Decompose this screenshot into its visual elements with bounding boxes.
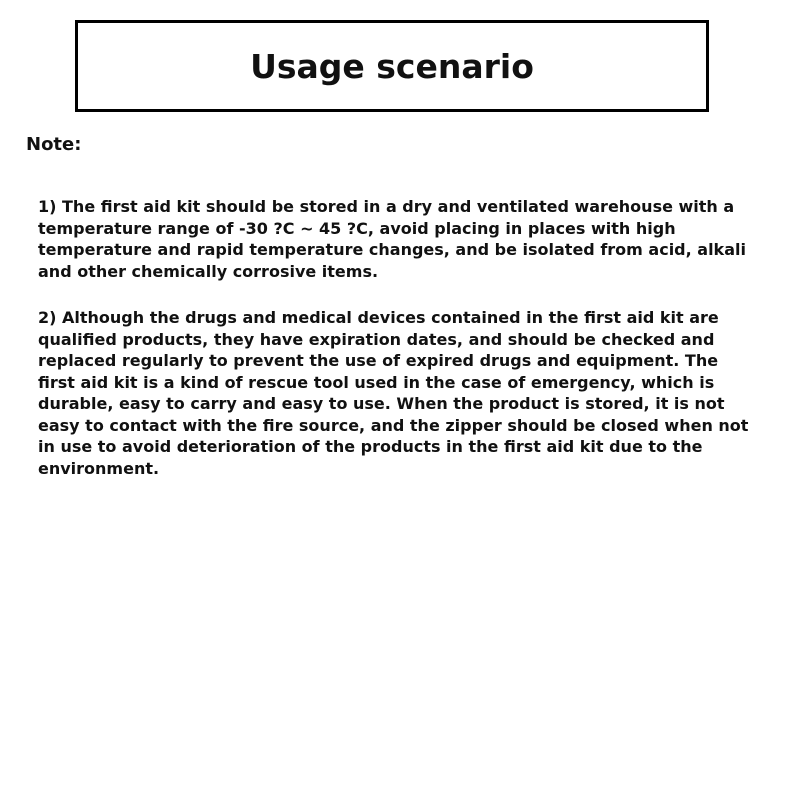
- title-box: [75, 20, 709, 112]
- note-paragraph-2: 2) Although the drugs and medical devices contained in the first aid kit are qualified products, they have expiration dates, and should be checked and replaced regularly to prevent the use of expired drugs and equipment. The first aid kit is a kind of rescue tool used in the case of emergency, which is durable, easy to carry and easy to use. When the product is stored, it is not easy to contact with the fire source, and the zipper should be closed when not in use to avoid deterioration of the products in the first aid kit due to the environment.: [38, 308, 749, 478]
- note-label: Note:: [26, 134, 82, 155]
- note-paragraph-1: 1) The first aid kit should be stored in a dry and ventilated warehouse with a temperature range of -30 ?C ~ 45 ?C, avoid placing in places with high temperature and rapid temperature changes, and be isolated from acid, alkali and other chemically corrosive items.: [38, 197, 746, 281]
- page-title: Usage scenario: [250, 46, 534, 86]
